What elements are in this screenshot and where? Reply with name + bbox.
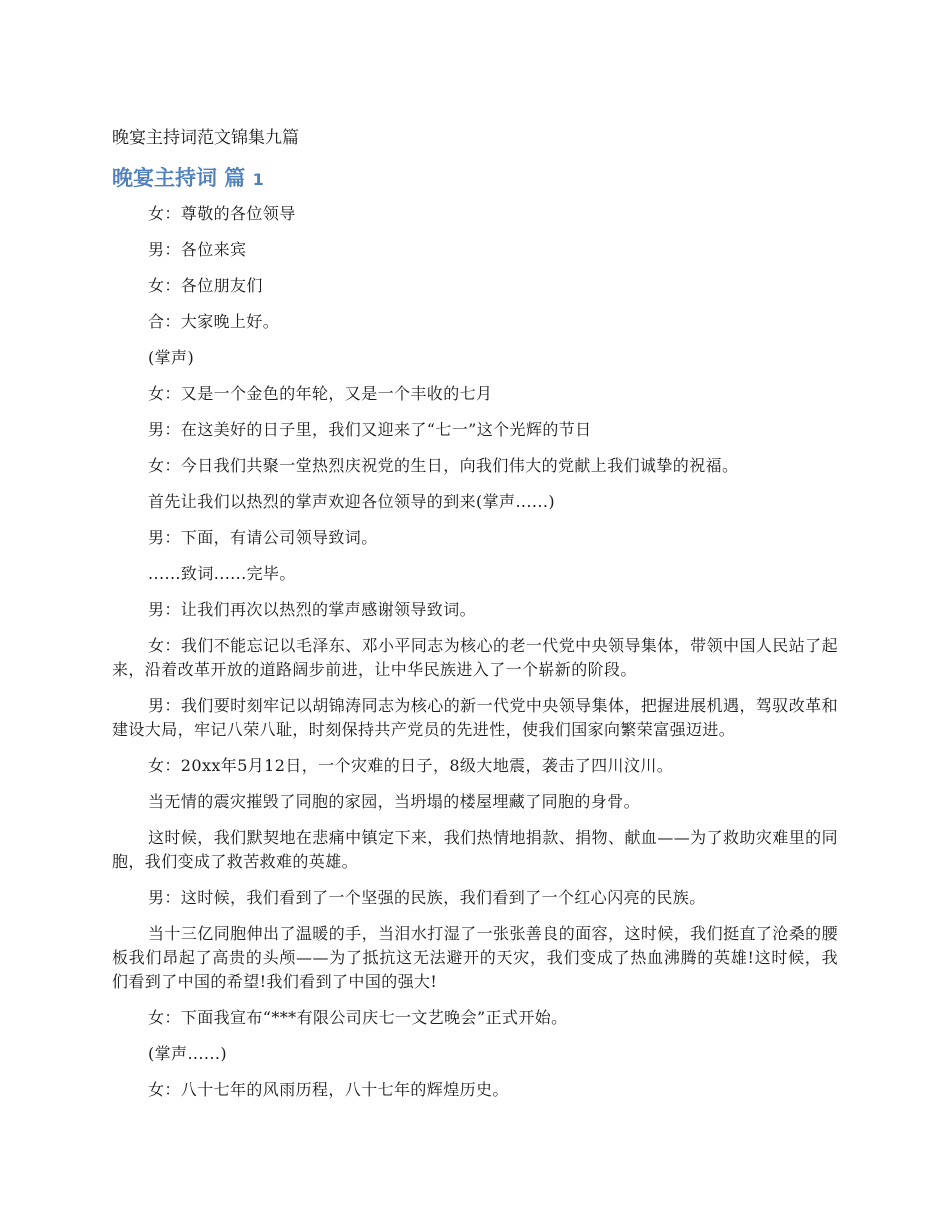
paragraph: (掌声......) xyxy=(148,1044,227,1063)
document-title: 晚宴主持词范文锦集九篇 xyxy=(112,128,299,148)
paragraph: 女：八十七年的风雨历程，八十七年的辉煌历史。 xyxy=(148,1080,509,1099)
paragraph: 这时候，我们默契地在悲痛中镇定下来，我们热情地捐款、捐物、献血——为了救助灾难里的同胞，我们变成了救苦救难的英雄。 xyxy=(112,828,838,871)
paragraph: (掌声) xyxy=(148,348,195,367)
paragraph: 男：下面，有请公司领导致词。 xyxy=(148,528,378,547)
paragraph: 当无情的震灾摧毁了同胞的家园，当坍塌的楼屋埋藏了同胞的身骨。 xyxy=(148,792,641,811)
section-heading-text: 晚宴主持词 篇 xyxy=(112,166,246,190)
paragraph: 合：大家晚上好。 xyxy=(148,312,280,331)
paragraph: 男：让我们再次以热烈的掌声感谢领导致词。 xyxy=(148,600,477,619)
paragraph: 男：各位来宾 xyxy=(148,240,247,259)
paragraph: 女：今日我们共聚一堂热烈庆祝党的生日，向我们伟大的党献上我们诚挚的祝福。 xyxy=(148,456,739,475)
paragraph: 女：20xx年5月12日，一个灾难的日子，8级大地震，袭击了四川汶川。 xyxy=(148,756,674,775)
paragraph: 男：在这美好的日子里，我们又迎来了“七一”这个光辉的节日 xyxy=(148,420,592,439)
paragraph: 女：各位朋友们 xyxy=(148,276,263,295)
paragraph: 男：这时候，我们看到了一个坚强的民族，我们看到了一个红心闪亮的民族。 xyxy=(148,888,706,907)
paragraph: 女：又是一个金色的年轮，又是一个丰收的七月 xyxy=(148,384,493,403)
section-heading xyxy=(112,164,838,194)
paragraph: ......致词......完毕。 xyxy=(148,564,296,583)
paragraph: 当十三亿同胞伸出了温暖的手，当泪水打湿了一张张善良的面容，这时候，我们挺直了沧桑的腰板我们昂起了高贵的头颅——为了抵抗这无法避开的天灾，我们变成了热血沸腾的英雄!这时候，我们看到了中国的希望!我们看到了中国的强大! xyxy=(112,924,838,991)
paragraph: 女：我们不能忘记以毛泽东、邓小平同志为核心的老一代党中央领导集体，带领中国人民站了起来，沿着改革开放的道路阔步前进，让中华民族进入了一个崭新的阶段。 xyxy=(112,636,838,679)
paragraph: 女：下面我宣布“***有限公司庆七一文艺晚会”正式开始。 xyxy=(148,1008,568,1027)
paragraph: 首先让我们以热烈的掌声欢迎各位领导的到来(掌声......) xyxy=(148,492,556,511)
section-heading-number: 1 xyxy=(252,170,264,189)
paragraph: 男：我们要时刻牢记以胡锦涛同志为核心的新一代党中央领导集体，把握进展机遇，驾驭改革和建设大局，牢记八荣八耻，时刻保持共产党员的先进性，使我们国家向繁荣富强迈进。 xyxy=(112,696,838,739)
paragraph: 女：尊敬的各位领导 xyxy=(148,204,296,223)
